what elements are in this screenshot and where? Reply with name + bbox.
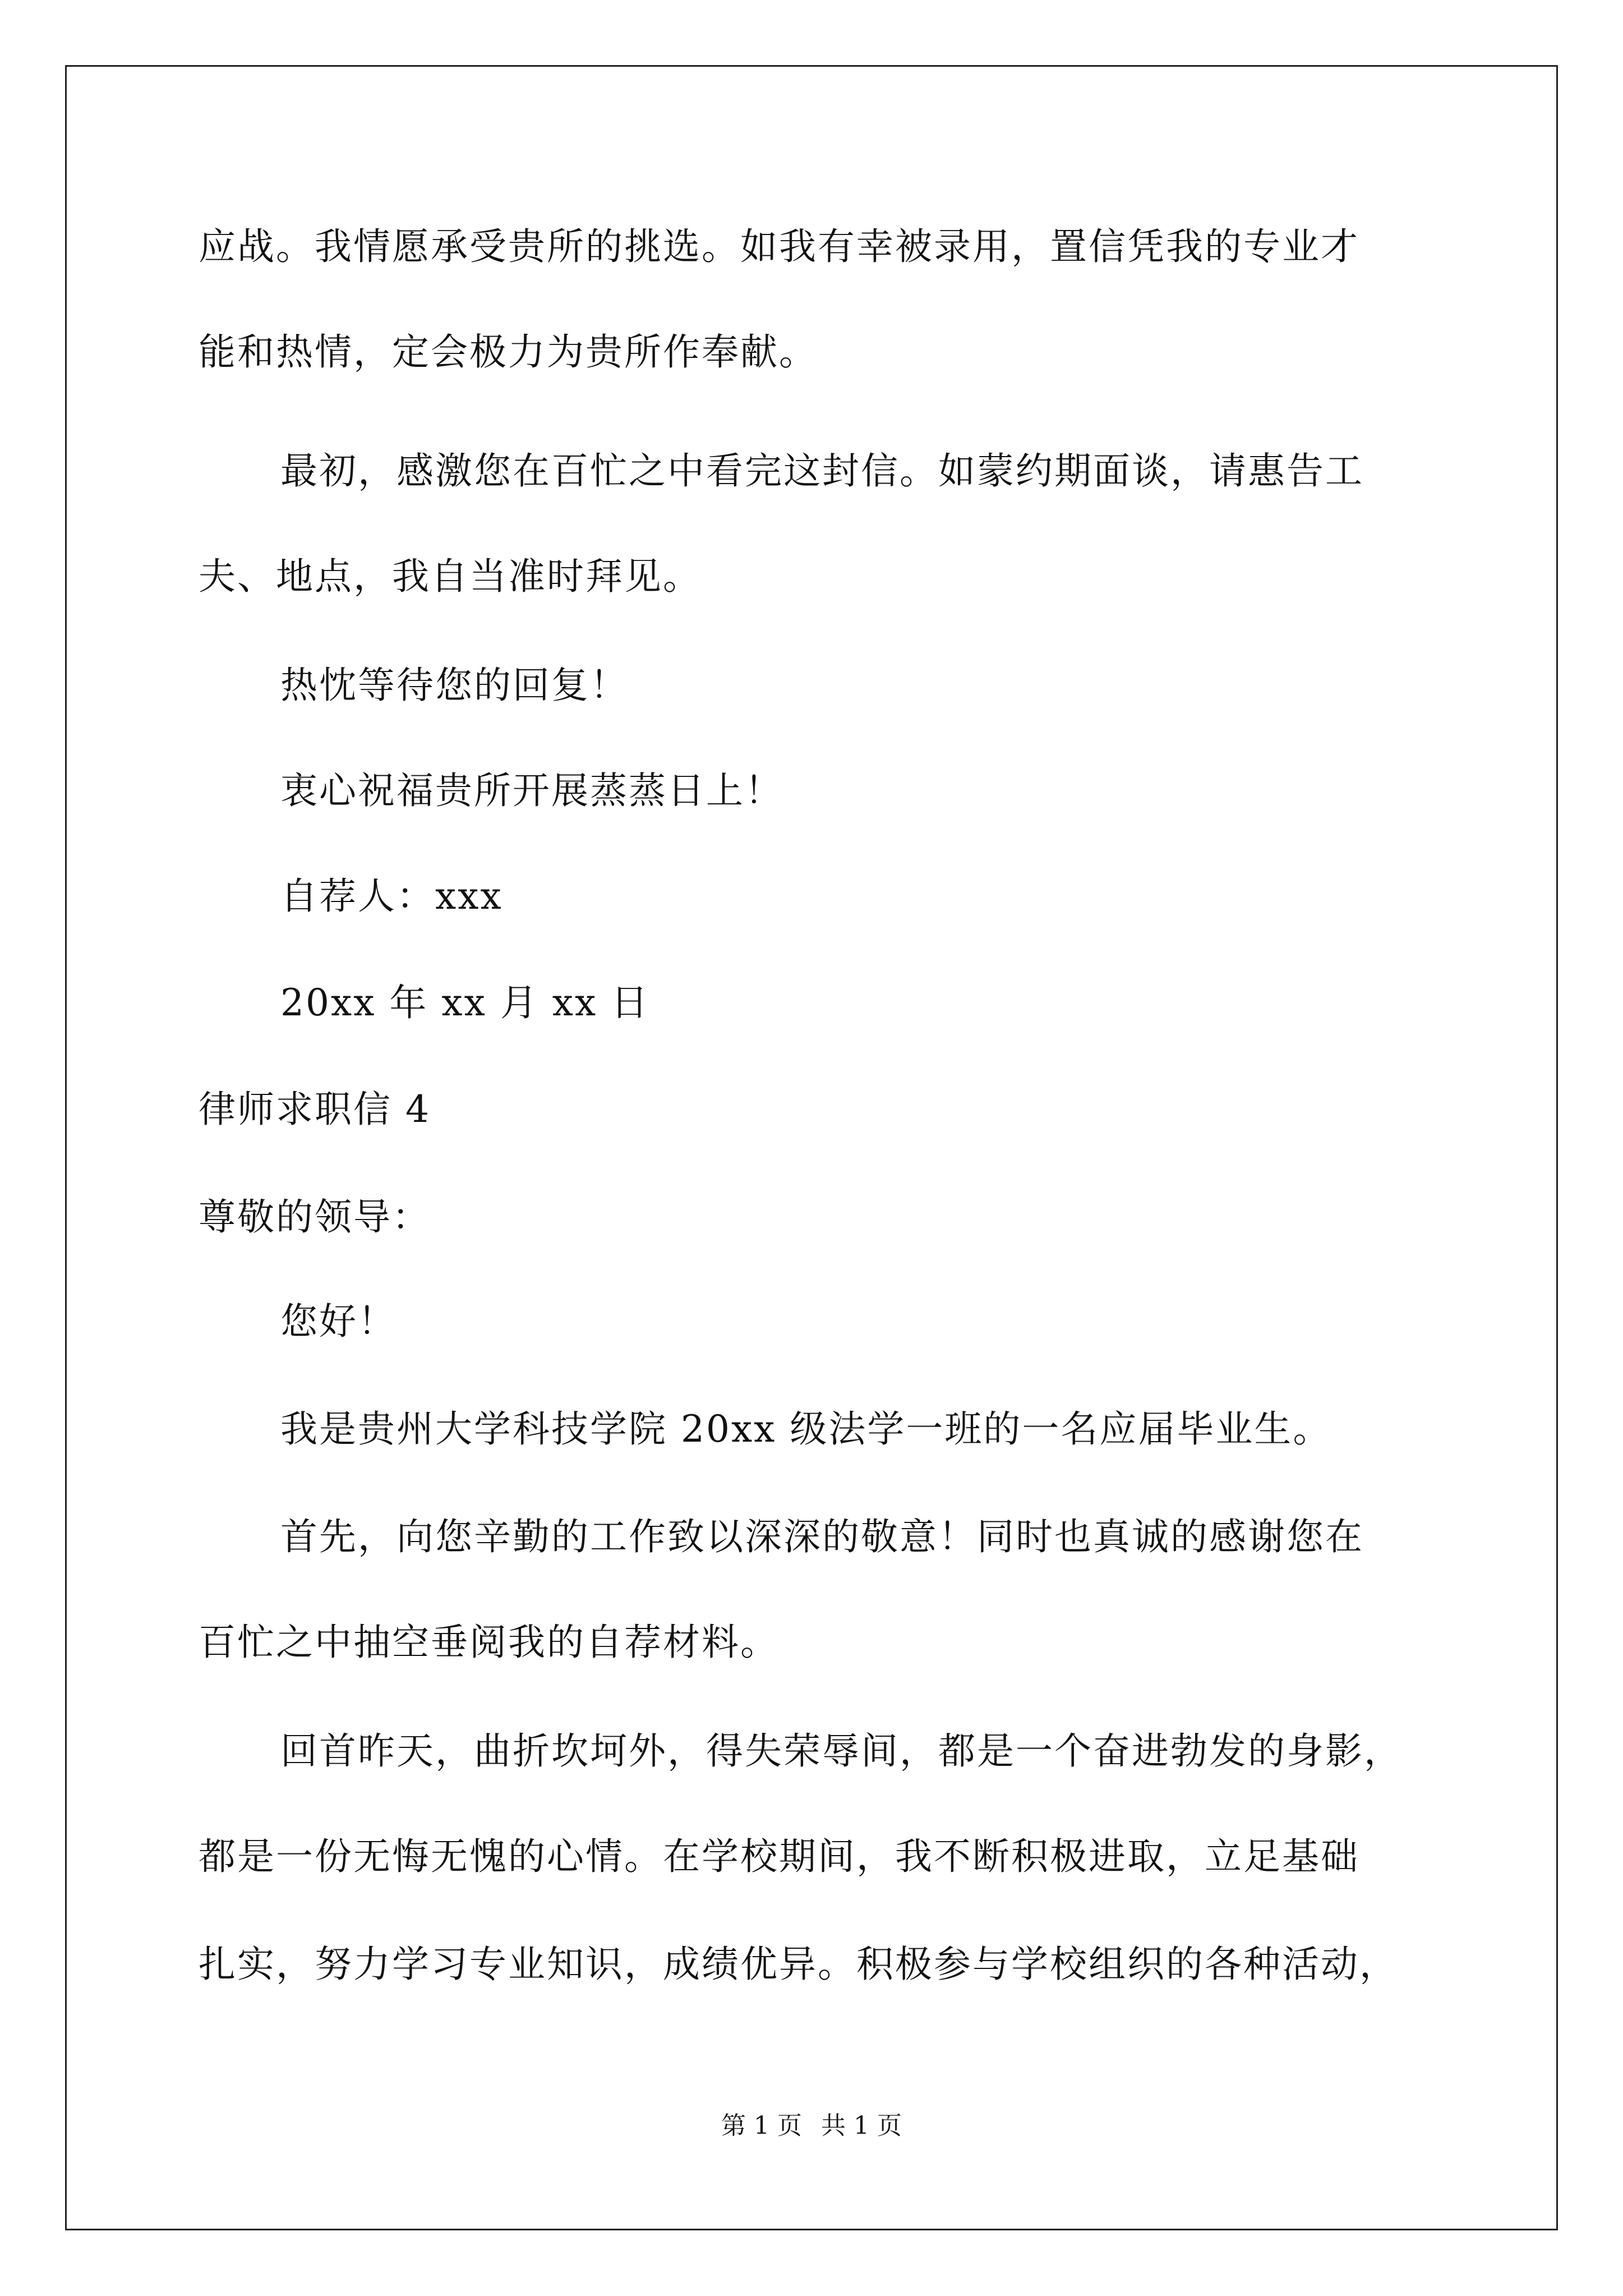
greeting: 您好！ [280,1300,396,1343]
page-total: 共 1 页 [821,2111,902,2140]
page-number: 第 1 页 [721,2111,802,2140]
body-line: 应战。我情愿承受贵所的挑选。如我有幸被录用，置信凭我的专业才 [199,225,1359,268]
body-line: 夫、地点，我自当准时拜见。 [199,555,702,598]
body-line: 最初，感激您在百忙之中看完这封信。如蒙约期面谈，请惠告工 [280,449,1364,493]
body-line: 热忱等待您的回复！ [280,664,629,707]
date-line: 20xx 年 xx 月 xx 日 [280,981,650,1024]
body-line: 能和热情，定会极力为贵所作奉献。 [199,330,818,374]
page-border [65,65,1558,2230]
salutation: 尊敬的领导： [199,1195,431,1239]
signature-line: 自荐人：xxx [280,875,503,918]
section-heading: 律师求职信 4 [199,1088,431,1131]
body-line: 回首昨天，曲折坎坷外，得失荣辱间，都是一个奋进勃发的身影， [280,1729,1403,1773]
body-line: 衷心祝福贵所开展蒸蒸日上！ [280,769,783,812]
body-line: 我是贵州大学科技学院 20xx 级法学一班的一名应届毕业生。 [280,1407,1332,1451]
body-line: 扎实，努力学习专业知识，成绩优异。积极参与学校组织的各种活动， [199,1943,1398,1986]
page-footer [0,2109,1623,2143]
body-line: 首先，向您辛勤的工作致以深深的敬意！同时也真诚的感谢您在 [280,1515,1364,1558]
body-line: 都是一份无悔无愧的心情。在学校期间，我不断积极进取，立足基础 [199,1835,1359,1878]
body-line: 百忙之中抽空垂阅我的自荐材料。 [199,1621,779,1664]
